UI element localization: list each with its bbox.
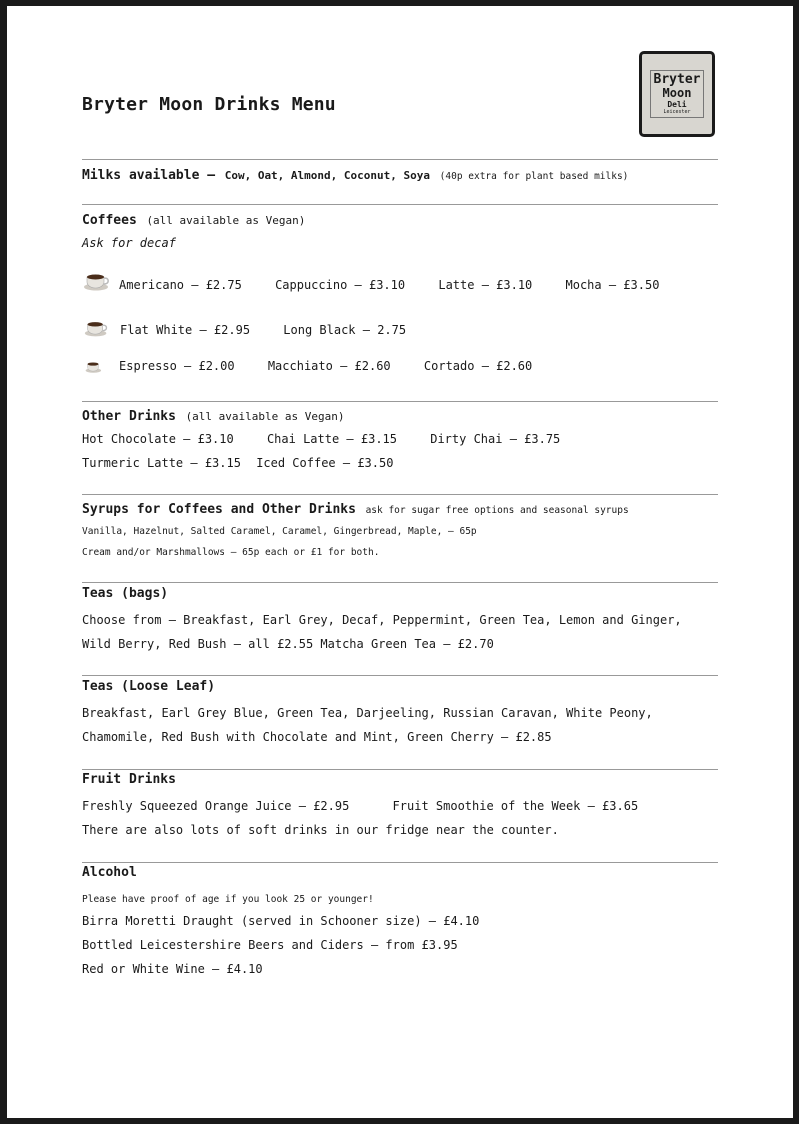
other-drinks-note: (all available as Vegan) xyxy=(185,410,345,423)
fruit-drinks-note: There are also lots of soft drinks in our fridge near the counter. xyxy=(82,823,559,837)
divider xyxy=(82,159,718,160)
page-title: Bryter Moon Drinks Menu xyxy=(82,94,336,115)
milks-options: Cow, Oat, Almond, Coconut, Soya xyxy=(224,169,431,182)
menu-item: Flat White – £2.95 xyxy=(120,323,251,337)
coffee-cup-small-icon xyxy=(85,358,103,374)
coffee-row-1 xyxy=(119,278,685,292)
fruit-drinks-heading: Fruit Drinks xyxy=(82,772,176,787)
coffee-cup-medium-icon xyxy=(84,316,109,338)
divider xyxy=(82,862,718,863)
teas-bags-line-2: Wild Berry, Red Bush – all £2.55 Matcha Green Tea – £2.70 xyxy=(82,637,494,651)
other-drinks-heading-row xyxy=(82,405,345,424)
menu-item: Mocha – £3.50 xyxy=(565,278,660,292)
menu-item: Fruit Smoothie of the Week – £3.65 xyxy=(392,799,639,813)
coffees-heading-row xyxy=(82,209,305,228)
syrups-flavours: Vanilla, Hazelnut, Salted Caramel, Caramel, Gingerbread, Maple, – 65p xyxy=(82,526,477,537)
deli-logo xyxy=(639,51,715,137)
teas-bags-heading: Teas (bags) xyxy=(82,586,169,601)
teas-loose-heading: Teas (Loose Leaf) xyxy=(82,679,216,694)
menu-item: Freshly Squeezed Orange Juice – £2.95 xyxy=(82,799,350,813)
divider xyxy=(82,204,718,205)
other-drinks-heading: Other Drinks xyxy=(82,409,176,424)
divider xyxy=(82,769,718,770)
milks-section xyxy=(82,164,628,183)
syrups-heading-row xyxy=(82,498,629,517)
alcohol-heading: Alcohol xyxy=(82,865,137,880)
menu-item: Hot Chocolate – £3.10 xyxy=(82,432,234,446)
syrups-heading: Syrups for Coffees and Other Drinks xyxy=(82,502,356,517)
menu-item: Espresso – £2.00 xyxy=(119,359,235,373)
menu-item: Cortado – £2.60 xyxy=(423,359,533,373)
teas-loose-line-2: Chamomile, Red Bush with Chocolate and Mint, Green Cherry – £2.85 xyxy=(82,730,552,744)
menu-item: Dirty Chai – £3.75 xyxy=(430,432,561,446)
menu-item: Americano – £2.75 xyxy=(119,278,242,292)
coffees-note: (all available as Vegan) xyxy=(146,214,306,227)
menu-item: Red or White Wine – £4.10 xyxy=(82,962,263,976)
milks-heading: Milks available – xyxy=(82,168,216,183)
syrups-extras: Cream and/or Marshmallows – 65p each or £1 for both. xyxy=(82,547,380,558)
menu-item: Chai Latte – £3.15 xyxy=(266,432,397,446)
divider xyxy=(82,582,718,583)
coffee-row-3 xyxy=(119,359,558,373)
coffee-row-2 xyxy=(120,323,432,337)
logo-line-2: Moon xyxy=(662,86,692,100)
menu-item: Latte – £3.10 xyxy=(438,278,533,292)
menu-item: Turmeric Latte – £3.15 xyxy=(82,456,241,470)
coffees-heading: Coffees xyxy=(82,213,137,228)
divider xyxy=(82,675,718,676)
logo-line-1: Bryter xyxy=(653,72,701,87)
coffee-cup-large-icon xyxy=(83,268,111,292)
menu-item: Bottled Leicestershire Beers and Ciders – from £3.95 xyxy=(82,938,458,952)
divider xyxy=(82,494,718,495)
syrups-note: ask for sugar free options and seasonal syrups xyxy=(365,505,629,516)
other-drinks-row-2 xyxy=(82,456,393,470)
logo-frame xyxy=(650,70,704,118)
menu-item: Cappuccino – £3.10 xyxy=(275,278,406,292)
menu-page xyxy=(7,6,793,1118)
decaf-note: Ask for decaf xyxy=(82,236,176,250)
logo-line-4: Leicester xyxy=(663,109,691,115)
alcohol-age-note: Please have proof of age if you look 25 or younger! xyxy=(82,894,374,905)
menu-item: Iced Coffee – £3.50 xyxy=(256,456,394,470)
menu-item: Macchiato – £2.60 xyxy=(267,359,391,373)
divider xyxy=(82,401,718,402)
teas-bags-line-1: Choose from – Breakfast, Earl Grey, Decaf, Peppermint, Green Tea, Lemon and Ginger, xyxy=(82,613,682,627)
logo-line-3: Deli xyxy=(667,100,687,109)
teas-loose-line-1: Breakfast, Earl Grey Blue, Green Tea, Darjeeling, Russian Caravan, White Peony, xyxy=(82,706,653,720)
other-drinks-row-1 xyxy=(82,432,586,446)
menu-item: Birra Moretti Draught (served in Schooner size) – £4.10 xyxy=(82,914,480,928)
menu-item: Long Black – 2.75 xyxy=(283,323,407,337)
fruit-drinks-row xyxy=(82,799,638,813)
milks-note: (40p extra for plant based milks) xyxy=(439,171,629,182)
